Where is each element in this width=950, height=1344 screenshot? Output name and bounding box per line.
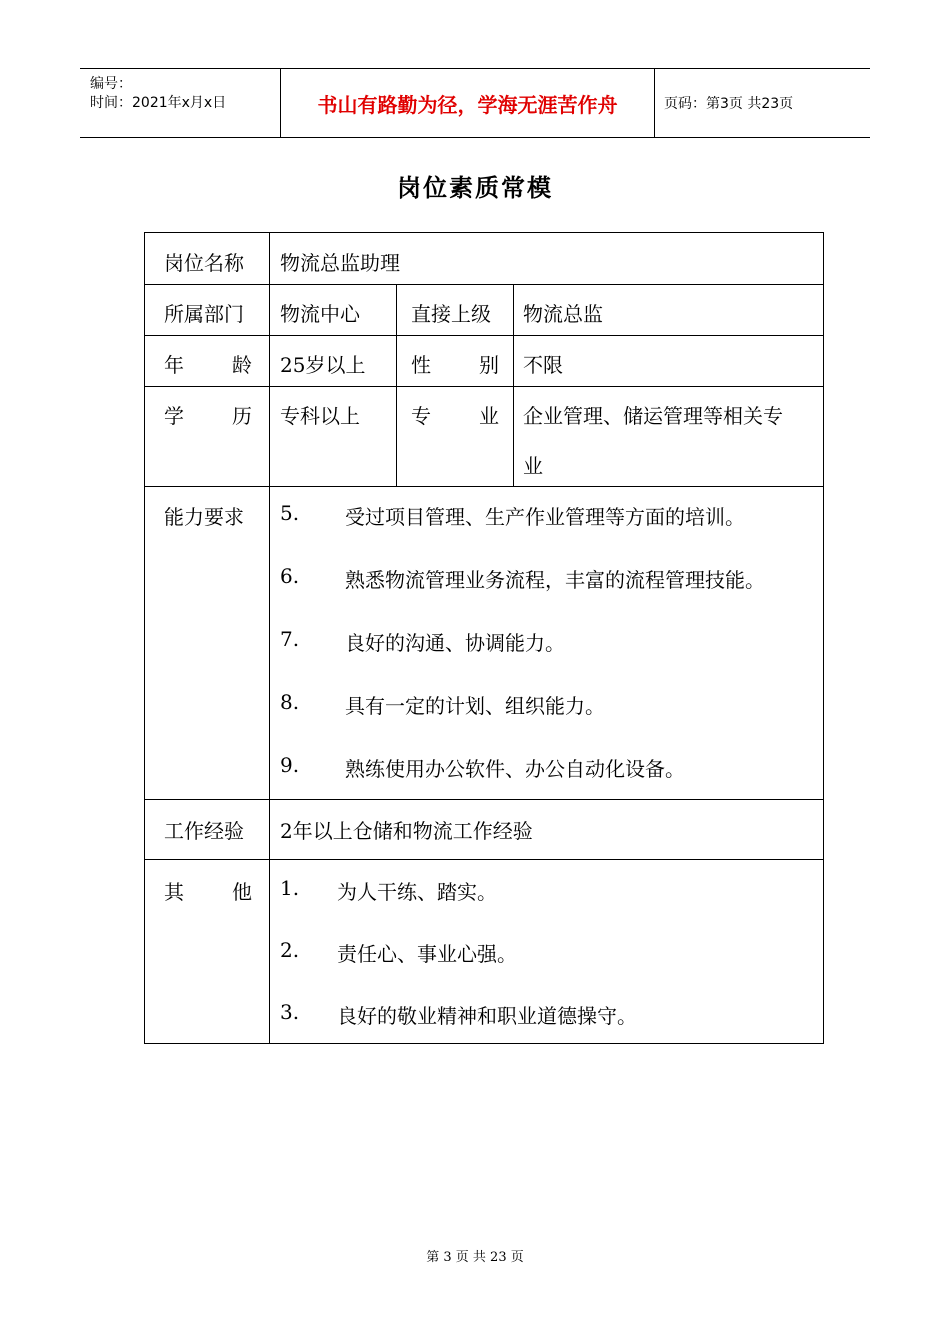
ability-item-num: 5. [280, 501, 300, 525]
education-value: 专科以上 [280, 404, 360, 428]
major-label-char-2: 业 [479, 404, 499, 428]
position-label: 岗位名称 [164, 251, 244, 275]
major-value-line-1: 企业管理、储运管理等相关专 [523, 404, 783, 428]
education-label-char-2: 历 [232, 404, 252, 428]
page-number-label: 页码：第3页 共23页 [664, 96, 794, 112]
column-divider [513, 284, 514, 486]
major-label-char-1: 专 [411, 404, 431, 428]
column-divider [269, 233, 270, 1043]
row-divider [145, 386, 823, 387]
education-label-char-1: 学 [164, 404, 184, 428]
gender-value: 不限 [523, 353, 563, 377]
gender-label-char-2: 别 [479, 353, 499, 377]
education-label [164, 400, 252, 429]
row-divider [145, 859, 823, 860]
page-footer: 第 3 页 共 23 页 [426, 1250, 524, 1265]
ability-item-num: 9. [280, 753, 300, 777]
age-value: 25岁以上 [280, 353, 366, 377]
ability-item-num: 6. [280, 564, 300, 588]
age-label [164, 349, 252, 378]
row-divider [145, 335, 823, 336]
gender-label-char-1: 性 [411, 353, 431, 377]
department-label: 所属部门 [164, 302, 244, 326]
ability-item-text: 良好的沟通、协调能力。 [345, 631, 565, 655]
page-title: 岗位素质常模 [397, 174, 553, 202]
header-info-cell [80, 69, 280, 137]
row-divider [145, 486, 823, 487]
gender-label [411, 349, 499, 378]
other-item-text: 良好的敬业精神和职业道德操守。 [337, 1004, 637, 1028]
row-divider [145, 284, 823, 285]
ability-item-num: 7. [280, 627, 300, 651]
ability-label: 能力要求 [164, 505, 244, 529]
page-header [80, 68, 870, 138]
ability-item-text: 具有一定的计划、组织能力。 [345, 694, 605, 718]
ability-item-num: 8. [280, 690, 300, 714]
document-number-label: 编号： [90, 76, 132, 92]
header-motto-cell [280, 69, 655, 137]
other-label-char-1: 其 [164, 880, 184, 904]
experience-label: 工作经验 [164, 819, 244, 843]
major-label [411, 400, 499, 429]
motto-text: 书山有路勤为径，学海无涯苦作舟 [317, 92, 618, 117]
superior-value: 物流总监 [523, 302, 603, 326]
major-value-line-2: 业 [523, 454, 543, 478]
experience-value: 2年以上仓储和物流工作经验 [280, 819, 533, 843]
age-label-char-1: 年 [164, 353, 184, 377]
ability-item-text: 受过项目管理、生产作业管理等方面的培训。 [345, 505, 745, 529]
other-item-num: 3. [280, 1000, 300, 1024]
header-page-cell [654, 69, 870, 137]
other-item-text: 责任心、事业心强。 [337, 942, 517, 966]
other-label-char-2: 他 [232, 880, 252, 904]
other-item-text: 为人干练、踏实。 [337, 880, 497, 904]
department-value: 物流中心 [280, 302, 360, 326]
age-label-char-2: 龄 [232, 353, 252, 377]
ability-item-text: 熟悉物流管理业务流程，丰富的流程管理技能。 [345, 568, 765, 592]
position-value: 物流总监助理 [280, 251, 400, 275]
other-item-num: 1. [280, 876, 300, 900]
other-item-num: 2. [280, 938, 300, 962]
column-divider [396, 284, 397, 486]
job-profile-table [144, 232, 824, 1044]
superior-label: 直接上级 [411, 302, 491, 326]
row-divider [145, 799, 823, 800]
ability-item-text: 熟练使用办公软件、办公自动化设备。 [345, 757, 685, 781]
document-time-label: 时间：2021年x月x日 [90, 95, 227, 111]
other-label [164, 876, 252, 905]
